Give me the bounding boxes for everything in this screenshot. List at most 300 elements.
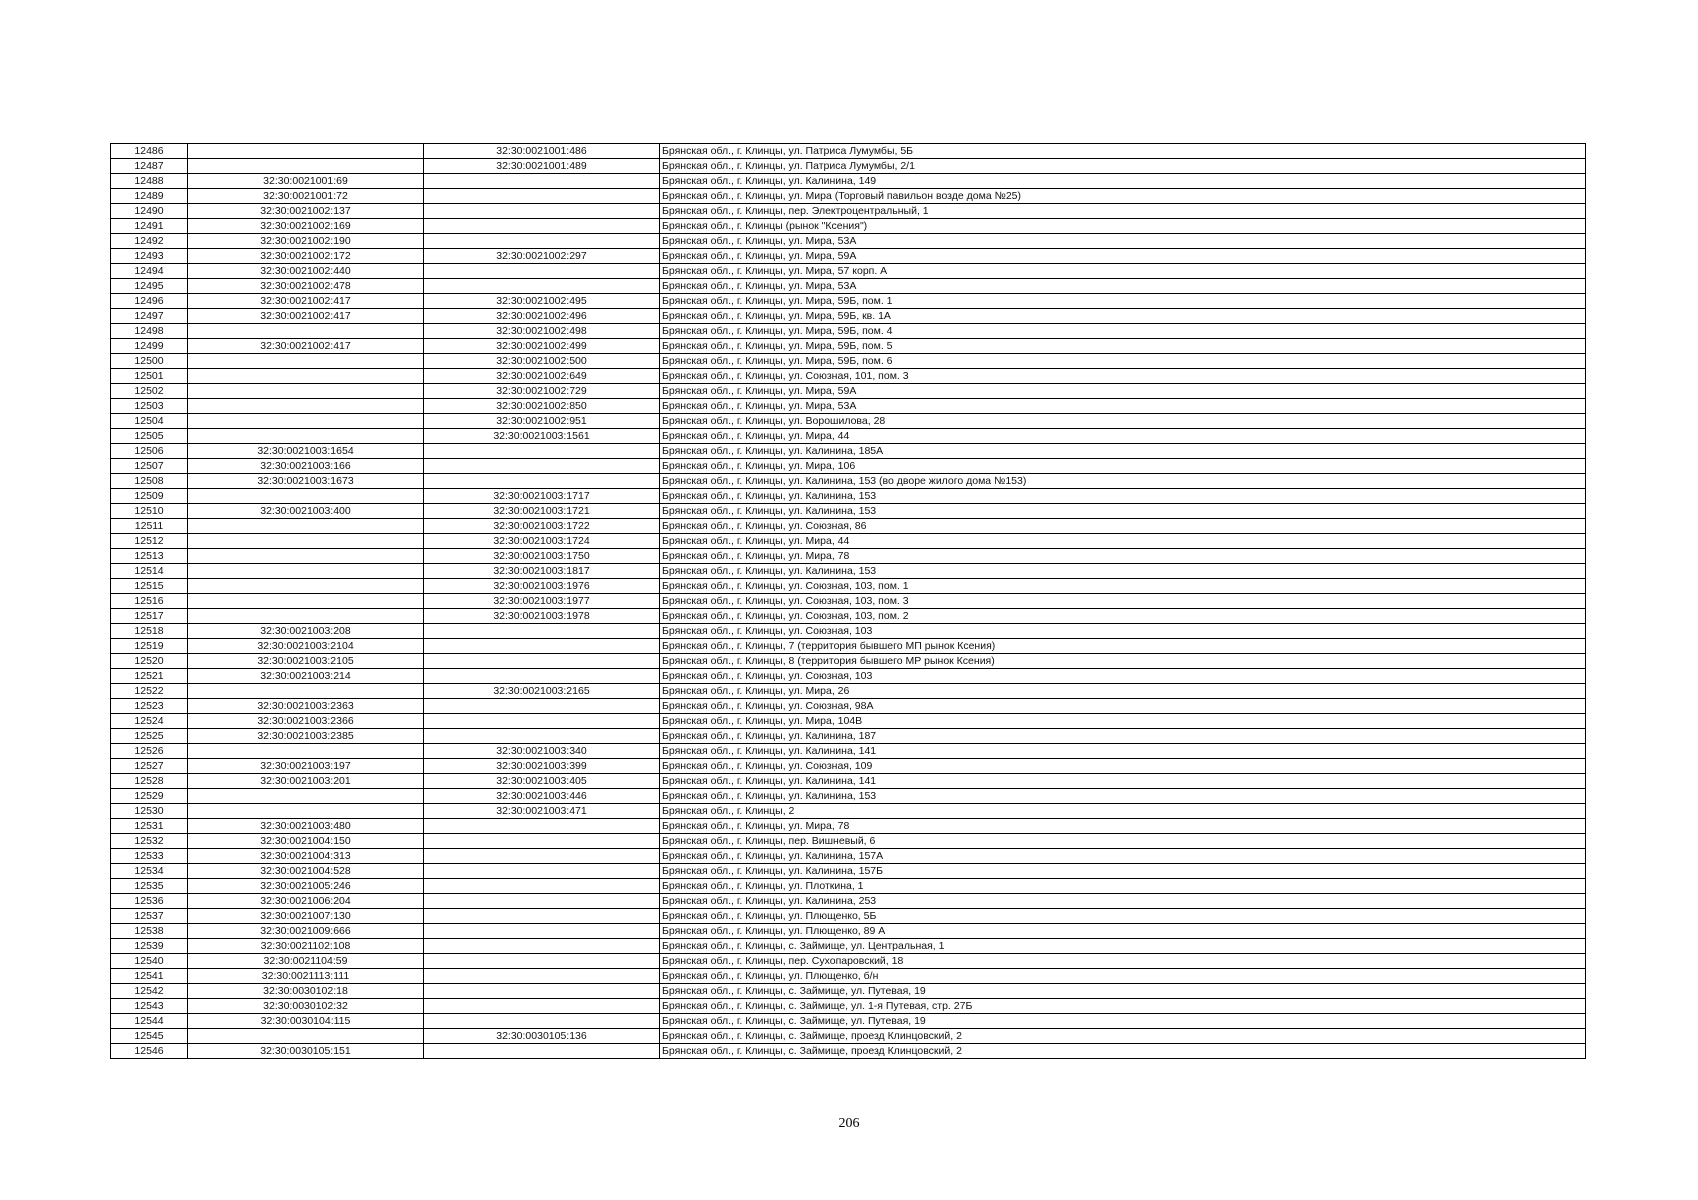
row-number-cell: 12524 <box>111 714 188 729</box>
address-cell: Брянская обл., г. Клинцы, ул. Патриса Лумумбы, 2/1 <box>660 159 1586 174</box>
cadastral-number-cell <box>188 684 424 699</box>
building-cadastral-number-cell <box>424 264 660 279</box>
building-cadastral-number-cell <box>424 1014 660 1029</box>
table-row <box>111 279 1586 294</box>
building-cadastral-number-cell: 32:30:0021003:1750 <box>424 549 660 564</box>
table-row <box>111 864 1586 879</box>
building-cadastral-number-cell <box>424 669 660 684</box>
building-cadastral-number-cell <box>424 189 660 204</box>
address-cell: Брянская обл., г. Клинцы, ул. Мира (Торговый павильон возде дома №25) <box>660 189 1586 204</box>
cadastral-number-cell: 32:30:0021002:417 <box>188 339 424 354</box>
cadastral-number-cell: 32:30:0021102:108 <box>188 939 424 954</box>
building-cadastral-number-cell: 32:30:0021002:951 <box>424 414 660 429</box>
cadastral-number-cell: 32:30:0021003:1673 <box>188 474 424 489</box>
table-row <box>111 714 1586 729</box>
table-row <box>111 1014 1586 1029</box>
table-row <box>111 609 1586 624</box>
cadastral-number-cell: 32:30:0021002:478 <box>188 279 424 294</box>
address-cell: Брянская обл., г. Клинцы, ул. Союзная, 103, пом. 3 <box>660 594 1586 609</box>
table-row <box>111 459 1586 474</box>
cadastral-number-cell <box>188 609 424 624</box>
table-row <box>111 144 1586 159</box>
row-number-cell: 12504 <box>111 414 188 429</box>
table-row <box>111 699 1586 714</box>
address-cell: Брянская обл., г. Клинцы, ул. Калинина, 153 <box>660 504 1586 519</box>
row-number-cell: 12546 <box>111 1044 188 1059</box>
table-row <box>111 159 1586 174</box>
table-row <box>111 594 1586 609</box>
building-cadastral-number-cell <box>424 999 660 1014</box>
building-cadastral-number-cell <box>424 204 660 219</box>
row-number-cell: 12498 <box>111 324 188 339</box>
cadastral-number-cell: 32:30:0021009:666 <box>188 924 424 939</box>
building-cadastral-number-cell <box>424 864 660 879</box>
row-number-cell: 12511 <box>111 519 188 534</box>
building-cadastral-number-cell: 32:30:0021003:1722 <box>424 519 660 534</box>
address-cell: Брянская обл., г. Клинцы, ул. Калинина, 153 (во дворе жилого дома №153) <box>660 474 1586 489</box>
building-cadastral-number-cell <box>424 699 660 714</box>
cadastral-number-cell <box>188 354 424 369</box>
row-number-cell: 12515 <box>111 579 188 594</box>
cadastral-number-cell: 32:30:0021002:417 <box>188 294 424 309</box>
address-cell: Брянская обл., г. Клинцы, ул. Мира, 106 <box>660 459 1586 474</box>
row-number-cell: 12492 <box>111 234 188 249</box>
building-cadastral-number-cell <box>424 714 660 729</box>
cadastral-number-cell: 32:30:0021001:69 <box>188 174 424 189</box>
cadastral-number-cell: 32:30:0021003:2105 <box>188 654 424 669</box>
address-cell: Брянская обл., г. Клинцы, 8 (территория бывшего МР рынок Ксения) <box>660 654 1586 669</box>
cadastral-number-cell: 32:30:0021002:169 <box>188 219 424 234</box>
cadastral-number-cell: 32:30:0021003:214 <box>188 669 424 684</box>
address-cell: Брянская обл., г. Клинцы, ул. Союзная, 109 <box>660 759 1586 774</box>
cadastral-number-cell <box>188 1029 424 1044</box>
row-number-cell: 12516 <box>111 594 188 609</box>
building-cadastral-number-cell: 32:30:0021002:496 <box>424 309 660 324</box>
building-cadastral-number-cell: 32:30:0021001:486 <box>424 144 660 159</box>
table-row <box>111 339 1586 354</box>
cadastral-number-cell <box>188 324 424 339</box>
row-number-cell: 12532 <box>111 834 188 849</box>
table-row <box>111 774 1586 789</box>
address-cell: Брянская обл., г. Клинцы, ул. Калинина, 157Б <box>660 864 1586 879</box>
building-cadastral-number-cell <box>424 639 660 654</box>
row-number-cell: 12495 <box>111 279 188 294</box>
cadastral-number-cell: 32:30:0021003:2366 <box>188 714 424 729</box>
table-row <box>111 624 1586 639</box>
address-cell: Брянская обл., г. Клинцы, ул. Союзная, 103 <box>660 669 1586 684</box>
cadastral-number-cell <box>188 594 424 609</box>
address-cell: Брянская обл., г. Клинцы, ул. Калинина, 153 <box>660 489 1586 504</box>
address-cell: Брянская обл., г. Клинцы, ул. Мира, 59А <box>660 249 1586 264</box>
cadastral-number-cell: 32:30:0030105:151 <box>188 1044 424 1059</box>
row-number-cell: 12513 <box>111 549 188 564</box>
building-cadastral-number-cell: 32:30:0021003:399 <box>424 759 660 774</box>
table-row <box>111 759 1586 774</box>
table-row <box>111 834 1586 849</box>
building-cadastral-number-cell <box>424 879 660 894</box>
address-cell: Брянская обл., г. Клинцы, ул. Калинина, 185А <box>660 444 1586 459</box>
table-row <box>111 999 1586 1014</box>
table-row <box>111 954 1586 969</box>
cadastral-number-cell: 32:30:0021002:440 <box>188 264 424 279</box>
row-number-cell: 12530 <box>111 804 188 819</box>
row-number-cell: 12537 <box>111 909 188 924</box>
cadastral-number-cell: 32:30:0021003:480 <box>188 819 424 834</box>
building-cadastral-number-cell: 32:30:0021002:729 <box>424 384 660 399</box>
table-row <box>111 894 1586 909</box>
cadastral-number-cell <box>188 159 424 174</box>
table-row <box>111 219 1586 234</box>
row-number-cell: 12544 <box>111 1014 188 1029</box>
address-cell: Брянская обл., г. Клинцы, ул. Плющенко, б/н <box>660 969 1586 984</box>
address-cell: Брянская обл., г. Клинцы, ул. Патриса Лумумбы, 5Б <box>660 144 1586 159</box>
building-cadastral-number-cell: 32:30:0021003:1817 <box>424 564 660 579</box>
table-row <box>111 654 1586 669</box>
address-cell: Брянская обл., г. Клинцы, ул. Калинина, 153 <box>660 789 1586 804</box>
building-cadastral-number-cell: 32:30:0021003:1978 <box>424 609 660 624</box>
cadastral-number-cell: 32:30:0021007:130 <box>188 909 424 924</box>
row-number-cell: 12501 <box>111 369 188 384</box>
building-cadastral-number-cell <box>424 219 660 234</box>
row-number-cell: 12491 <box>111 219 188 234</box>
cadastral-number-cell: 32:30:0021003:1654 <box>188 444 424 459</box>
row-number-cell: 12487 <box>111 159 188 174</box>
row-number-cell: 12534 <box>111 864 188 879</box>
table-row <box>111 189 1586 204</box>
address-cell: Брянская обл., г. Клинцы, пер. Вишневый, 6 <box>660 834 1586 849</box>
row-number-cell: 12503 <box>111 399 188 414</box>
cadastral-number-cell: 32:30:0021003:2363 <box>188 699 424 714</box>
address-cell: Брянская обл., г. Клинцы, ул. Союзная, 86 <box>660 519 1586 534</box>
building-cadastral-number-cell: 32:30:0021002:297 <box>424 249 660 264</box>
address-cell: Брянская обл., г. Клинцы, ул. Ворошилова, 28 <box>660 414 1586 429</box>
address-cell: Брянская обл., г. Клинцы, ул. Мира, 59Б, пом. 6 <box>660 354 1586 369</box>
row-number-cell: 12529 <box>111 789 188 804</box>
building-cadastral-number-cell: 32:30:0021002:498 <box>424 324 660 339</box>
row-number-cell: 12510 <box>111 504 188 519</box>
table-row <box>111 684 1586 699</box>
building-cadastral-number-cell <box>424 909 660 924</box>
cadastral-number-cell: 32:30:0021104:59 <box>188 954 424 969</box>
table-row <box>111 639 1586 654</box>
table-row <box>111 249 1586 264</box>
address-cell: Брянская обл., г. Клинцы, ул. Мира, 59Б, пом. 5 <box>660 339 1586 354</box>
address-cell: Брянская обл., г. Клинцы, ул. Мира, 59А <box>660 384 1586 399</box>
cadastral-number-cell: 32:30:0021006:204 <box>188 894 424 909</box>
cadastral-number-cell: 32:30:0021003:208 <box>188 624 424 639</box>
cadastral-number-cell <box>188 549 424 564</box>
row-number-cell: 12533 <box>111 849 188 864</box>
building-cadastral-number-cell: 32:30:0021003:1721 <box>424 504 660 519</box>
table-row <box>111 564 1586 579</box>
row-number-cell: 12508 <box>111 474 188 489</box>
row-number-cell: 12518 <box>111 624 188 639</box>
address-cell: Брянская обл., г. Клинцы, пер. Электроцентральный, 1 <box>660 204 1586 219</box>
cadastral-number-cell <box>188 384 424 399</box>
address-cell: Брянская обл., г. Клинцы, ул. Плющенко, 5Б <box>660 909 1586 924</box>
cadastral-number-cell: 32:30:0030104:115 <box>188 1014 424 1029</box>
table-row <box>111 414 1586 429</box>
building-cadastral-number-cell: 32:30:0021003:1561 <box>424 429 660 444</box>
cadastral-number-cell: 32:30:0021003:197 <box>188 759 424 774</box>
table-row <box>111 519 1586 534</box>
cadastral-number-cell <box>188 804 424 819</box>
address-cell: Брянская обл., г. Клинцы, ул. Калинина, 187 <box>660 729 1586 744</box>
cadastral-number-cell: 32:30:0021001:72 <box>188 189 424 204</box>
building-cadastral-number-cell: 32:30:0021002:500 <box>424 354 660 369</box>
cadastral-number-cell: 32:30:0021003:400 <box>188 504 424 519</box>
cadastral-number-cell <box>188 519 424 534</box>
cadastral-number-cell: 32:30:0021113:111 <box>188 969 424 984</box>
table-row <box>111 534 1586 549</box>
cadastral-number-cell <box>188 429 424 444</box>
cadastral-number-cell: 32:30:0021003:201 <box>188 774 424 789</box>
building-cadastral-number-cell: 32:30:0021003:471 <box>424 804 660 819</box>
table-row <box>111 849 1586 864</box>
address-cell: Брянская обл., г. Клинцы, ул. Мира, 26 <box>660 684 1586 699</box>
building-cadastral-number-cell: 32:30:0021002:649 <box>424 369 660 384</box>
building-cadastral-number-cell <box>424 894 660 909</box>
building-cadastral-number-cell <box>424 939 660 954</box>
building-cadastral-number-cell: 32:30:0021003:2165 <box>424 684 660 699</box>
address-cell: Брянская обл., г. Клинцы, ул. Плоткина, 1 <box>660 879 1586 894</box>
table-row <box>111 939 1586 954</box>
cadastral-number-cell <box>188 744 424 759</box>
address-cell: Брянская обл., г. Клинцы, ул. Калинина, 253 <box>660 894 1586 909</box>
table-row <box>111 969 1586 984</box>
address-cell: Брянская обл., г. Клинцы, ул. Калинина, 153 <box>660 564 1586 579</box>
table-row <box>111 789 1586 804</box>
address-cell: Брянская обл., г. Клинцы, ул. Союзная, 103 <box>660 624 1586 639</box>
building-cadastral-number-cell: 32:30:0021003:405 <box>424 774 660 789</box>
row-number-cell: 12542 <box>111 984 188 999</box>
row-number-cell: 12488 <box>111 174 188 189</box>
row-number-cell: 12490 <box>111 204 188 219</box>
building-cadastral-number-cell: 32:30:0021002:499 <box>424 339 660 354</box>
table-row <box>111 474 1586 489</box>
row-number-cell: 12536 <box>111 894 188 909</box>
row-number-cell: 12497 <box>111 309 188 324</box>
address-cell: Брянская обл., г. Клинцы, ул. Союзная, 98А <box>660 699 1586 714</box>
row-number-cell: 12522 <box>111 684 188 699</box>
cadastral-number-cell: 32:30:0021004:528 <box>188 864 424 879</box>
table-row <box>111 549 1586 564</box>
table-row <box>111 369 1586 384</box>
table-row <box>111 669 1586 684</box>
building-cadastral-number-cell: 32:30:0021001:489 <box>424 159 660 174</box>
table-row <box>111 819 1586 834</box>
address-cell: Брянская обл., г. Клинцы, ул. Мира, 44 <box>660 534 1586 549</box>
address-cell: Брянская обл., г. Клинцы, ул. Плющенко, 89 А <box>660 924 1586 939</box>
table-row <box>111 234 1586 249</box>
cadastral-number-cell <box>188 369 424 384</box>
table-row <box>111 504 1586 519</box>
building-cadastral-number-cell: 32:30:0021002:495 <box>424 294 660 309</box>
cadastral-number-cell <box>188 144 424 159</box>
table-row <box>111 579 1586 594</box>
building-cadastral-number-cell <box>424 459 660 474</box>
building-cadastral-number-cell: 32:30:0021003:1724 <box>424 534 660 549</box>
row-number-cell: 12531 <box>111 819 188 834</box>
row-number-cell: 12512 <box>111 534 188 549</box>
table-row <box>111 984 1586 999</box>
cadastral-number-cell: 32:30:0021004:313 <box>188 849 424 864</box>
cadastral-number-cell: 32:30:0021002:417 <box>188 309 424 324</box>
cadastral-number-cell <box>188 489 424 504</box>
cadastral-number-cell: 32:30:0021003:2385 <box>188 729 424 744</box>
table-row <box>111 879 1586 894</box>
address-cell: Брянская обл., г. Клинцы, ул. Мира, 53А <box>660 279 1586 294</box>
cadastral-number-cell <box>188 399 424 414</box>
table-row <box>111 429 1586 444</box>
row-number-cell: 12535 <box>111 879 188 894</box>
row-number-cell: 12543 <box>111 999 188 1014</box>
address-cell: Брянская обл., г. Клинцы, ул. Мира, 57 корп. А <box>660 264 1586 279</box>
row-number-cell: 12538 <box>111 924 188 939</box>
building-cadastral-number-cell <box>424 984 660 999</box>
table-body <box>111 144 1586 1059</box>
address-cell: Брянская обл., г. Клинцы, ул. Мира, 53А <box>660 399 1586 414</box>
row-number-cell: 12506 <box>111 444 188 459</box>
row-number-cell: 12545 <box>111 1029 188 1044</box>
cadastral-number-cell: 32:30:0021003:166 <box>188 459 424 474</box>
building-cadastral-number-cell <box>424 819 660 834</box>
row-number-cell: 12540 <box>111 954 188 969</box>
table-row <box>111 1044 1586 1059</box>
cadastral-number-cell <box>188 414 424 429</box>
address-cell: Брянская обл., г. Клинцы, ул. Мира, 78 <box>660 819 1586 834</box>
building-cadastral-number-cell <box>424 924 660 939</box>
row-number-cell: 12505 <box>111 429 188 444</box>
table-row <box>111 354 1586 369</box>
building-cadastral-number-cell: 32:30:0021003:1976 <box>424 579 660 594</box>
row-number-cell: 12514 <box>111 564 188 579</box>
table-row <box>111 264 1586 279</box>
table-row <box>111 729 1586 744</box>
address-cell: Брянская обл., г. Клинцы (рынок "Ксения") <box>660 219 1586 234</box>
building-cadastral-number-cell <box>424 234 660 249</box>
address-cell: Брянская обл., г. Клинцы, ул. Калинина, 141 <box>660 744 1586 759</box>
building-cadastral-number-cell: 32:30:0021003:446 <box>424 789 660 804</box>
cadastral-number-cell: 32:30:0030102:32 <box>188 999 424 1014</box>
row-number-cell: 12502 <box>111 384 188 399</box>
cadastral-number-cell: 32:30:0030102:18 <box>188 984 424 999</box>
address-cell: Брянская обл., г. Клинцы, ул. Мира, 59Б, пом. 1 <box>660 294 1586 309</box>
building-cadastral-number-cell <box>424 1044 660 1059</box>
address-cell: Брянская обл., г. Клинцы, с. Займище, ул. 1-я Путевая, стр. 27Б <box>660 999 1586 1014</box>
cadastral-table <box>110 143 1586 1059</box>
table-row <box>111 309 1586 324</box>
cadastral-number-cell <box>188 564 424 579</box>
address-cell: Брянская обл., г. Клинцы, ул. Мира, 104В <box>660 714 1586 729</box>
building-cadastral-number-cell <box>424 954 660 969</box>
address-cell: Брянская обл., г. Клинцы, с. Займище, проезд Клинцовский, 2 <box>660 1029 1586 1044</box>
cadastral-number-cell: 32:30:0021002:137 <box>188 204 424 219</box>
address-cell: Брянская обл., г. Клинцы, 7 (территория бывшего МП рынок Ксения) <box>660 639 1586 654</box>
row-number-cell: 12496 <box>111 294 188 309</box>
cadastral-number-cell: 32:30:0021005:246 <box>188 879 424 894</box>
building-cadastral-number-cell: 32:30:0021002:850 <box>424 399 660 414</box>
address-cell: Брянская обл., г. Клинцы, ул. Мира, 44 <box>660 429 1586 444</box>
building-cadastral-number-cell: 32:30:0030105:136 <box>424 1029 660 1044</box>
address-cell: Брянская обл., г. Клинцы, 2 <box>660 804 1586 819</box>
cadastral-number-cell: 32:30:0021003:2104 <box>188 639 424 654</box>
row-number-cell: 12523 <box>111 699 188 714</box>
building-cadastral-number-cell <box>424 174 660 189</box>
address-cell: Брянская обл., г. Клинцы, ул. Мира, 53А <box>660 234 1586 249</box>
row-number-cell: 12520 <box>111 654 188 669</box>
building-cadastral-number-cell <box>424 279 660 294</box>
row-number-cell: 12539 <box>111 939 188 954</box>
building-cadastral-number-cell <box>424 474 660 489</box>
row-number-cell: 12494 <box>111 264 188 279</box>
address-cell: Брянская обл., г. Клинцы, ул. Калинина, 149 <box>660 174 1586 189</box>
building-cadastral-number-cell <box>424 969 660 984</box>
address-cell: Брянская обл., г. Клинцы, ул. Мира, 59Б, пом. 4 <box>660 324 1586 339</box>
address-cell: Брянская обл., г. Клинцы, пер. Сухопаровский, 18 <box>660 954 1586 969</box>
row-number-cell: 12541 <box>111 969 188 984</box>
table-row <box>111 804 1586 819</box>
address-cell: Брянская обл., г. Клинцы, ул. Союзная, 101, пом. 3 <box>660 369 1586 384</box>
building-cadastral-number-cell: 32:30:0021003:340 <box>424 744 660 759</box>
row-number-cell: 12517 <box>111 609 188 624</box>
building-cadastral-number-cell <box>424 654 660 669</box>
address-cell: Брянская обл., г. Клинцы, с. Займище, ул. Путевая, 19 <box>660 1014 1586 1029</box>
row-number-cell: 12499 <box>111 339 188 354</box>
cadastral-number-cell <box>188 789 424 804</box>
building-cadastral-number-cell <box>424 444 660 459</box>
address-cell: Брянская обл., г. Клинцы, с. Займище, ул. Путевая, 19 <box>660 984 1586 999</box>
building-cadastral-number-cell <box>424 729 660 744</box>
table-row <box>111 1029 1586 1044</box>
address-cell: Брянская обл., г. Клинцы, ул. Калинина, 141 <box>660 774 1586 789</box>
address-cell: Брянская обл., г. Клинцы, ул. Мира, 78 <box>660 549 1586 564</box>
table-row <box>111 204 1586 219</box>
row-number-cell: 12489 <box>111 189 188 204</box>
row-number-cell: 12500 <box>111 354 188 369</box>
row-number-cell: 12493 <box>111 249 188 264</box>
building-cadastral-number-cell <box>424 849 660 864</box>
address-cell: Брянская обл., г. Клинцы, ул. Мира, 59Б, кв. 1А <box>660 309 1586 324</box>
cadastral-number-cell <box>188 579 424 594</box>
cadastral-number-cell <box>188 534 424 549</box>
page-number: 206 <box>838 1116 860 1131</box>
row-number-cell: 12519 <box>111 639 188 654</box>
table-row <box>111 489 1586 504</box>
row-number-cell: 12526 <box>111 744 188 759</box>
row-number-cell: 12528 <box>111 774 188 789</box>
table-row <box>111 399 1586 414</box>
address-cell: Брянская обл., г. Клинцы, с. Займище, проезд Клинцовский, 2 <box>660 1044 1586 1059</box>
table-row <box>111 444 1586 459</box>
address-cell: Брянская обл., г. Клинцы, с. Займище, ул. Центральная, 1 <box>660 939 1586 954</box>
row-number-cell: 12507 <box>111 459 188 474</box>
table-row <box>111 744 1586 759</box>
table-row <box>111 924 1586 939</box>
cadastral-number-cell: 32:30:0021002:190 <box>188 234 424 249</box>
row-number-cell: 12521 <box>111 669 188 684</box>
row-number-cell: 12486 <box>111 144 188 159</box>
table-row <box>111 909 1586 924</box>
address-cell: Брянская обл., г. Клинцы, ул. Калинина, 157А <box>660 849 1586 864</box>
building-cadastral-number-cell: 32:30:0021003:1977 <box>424 594 660 609</box>
building-cadastral-number-cell <box>424 624 660 639</box>
row-number-cell: 12527 <box>111 759 188 774</box>
table-row <box>111 384 1586 399</box>
cadastral-number-cell: 32:30:0021002:172 <box>188 249 424 264</box>
building-cadastral-number-cell: 32:30:0021003:1717 <box>424 489 660 504</box>
table-row <box>111 294 1586 309</box>
